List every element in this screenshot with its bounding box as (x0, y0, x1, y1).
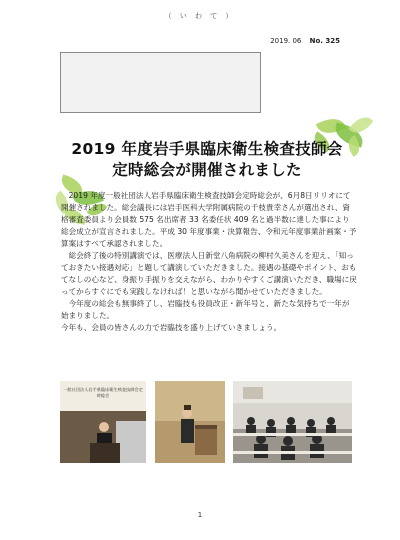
photo-speaker-podium (60, 381, 146, 463)
photo-banner-text: 一般社団法人岩手県臨床衛生検査技師会定時総会 (63, 387, 143, 398)
photo-presenter-lectern (155, 381, 225, 463)
headline-line-1: 2019 年度岩手県臨床衛生検査技師会 (71, 140, 343, 158)
issue-date: 2019. 06 (270, 37, 302, 45)
paragraph: 総会終了後の特別講演では、医療法人日新堂八角病院の柳村久美さんを迎え、「知っておきたい接遇対応」と題して講演していただきました。接遇の基礎やポイント、おもてなしの心など、身振り手振りを交えながら、わかりやすくご講演いただき、職場に戻ってからすぐにでも実践しなければ！と思いながら聞かせていただきました。 (61, 251, 357, 296)
page-number: 1 (197, 511, 203, 519)
issue-info (270, 37, 340, 45)
paragraph: 2019 年度一般社団法人岩手県臨床衛生検査技師会定時総会が、6月8日リリオにて開催されました。総会議長には岩手医科大学附属病院の千枝貴幸さんが選出され、資格審査委員より会員数 575 名出席者 33 名委任状 409 名と過半数に達した事により総会成立が宣言されました。平成 30 年度事業・決算報告、令和元年度事業計画案・予算案はすべて承認されました。 (61, 191, 357, 248)
masthead: （ い わ て ） (164, 12, 236, 20)
paragraph: 今年も、会員の皆さんの力で岩臨技を盛り上げていきましょう。 (61, 323, 282, 332)
paragraph: 今年度の総会も無事終了し、岩臨技も役員改正・新年号と、新たな気持ちで一年が始まりました。 (61, 299, 350, 320)
issue-number: No. 325 (309, 37, 340, 45)
headline (52, 139, 362, 181)
headline-line-2: 定時総会が開催されました (112, 161, 302, 179)
photo-placeholder-box (60, 52, 261, 113)
article-body (61, 190, 357, 334)
photo-audience (233, 381, 352, 463)
